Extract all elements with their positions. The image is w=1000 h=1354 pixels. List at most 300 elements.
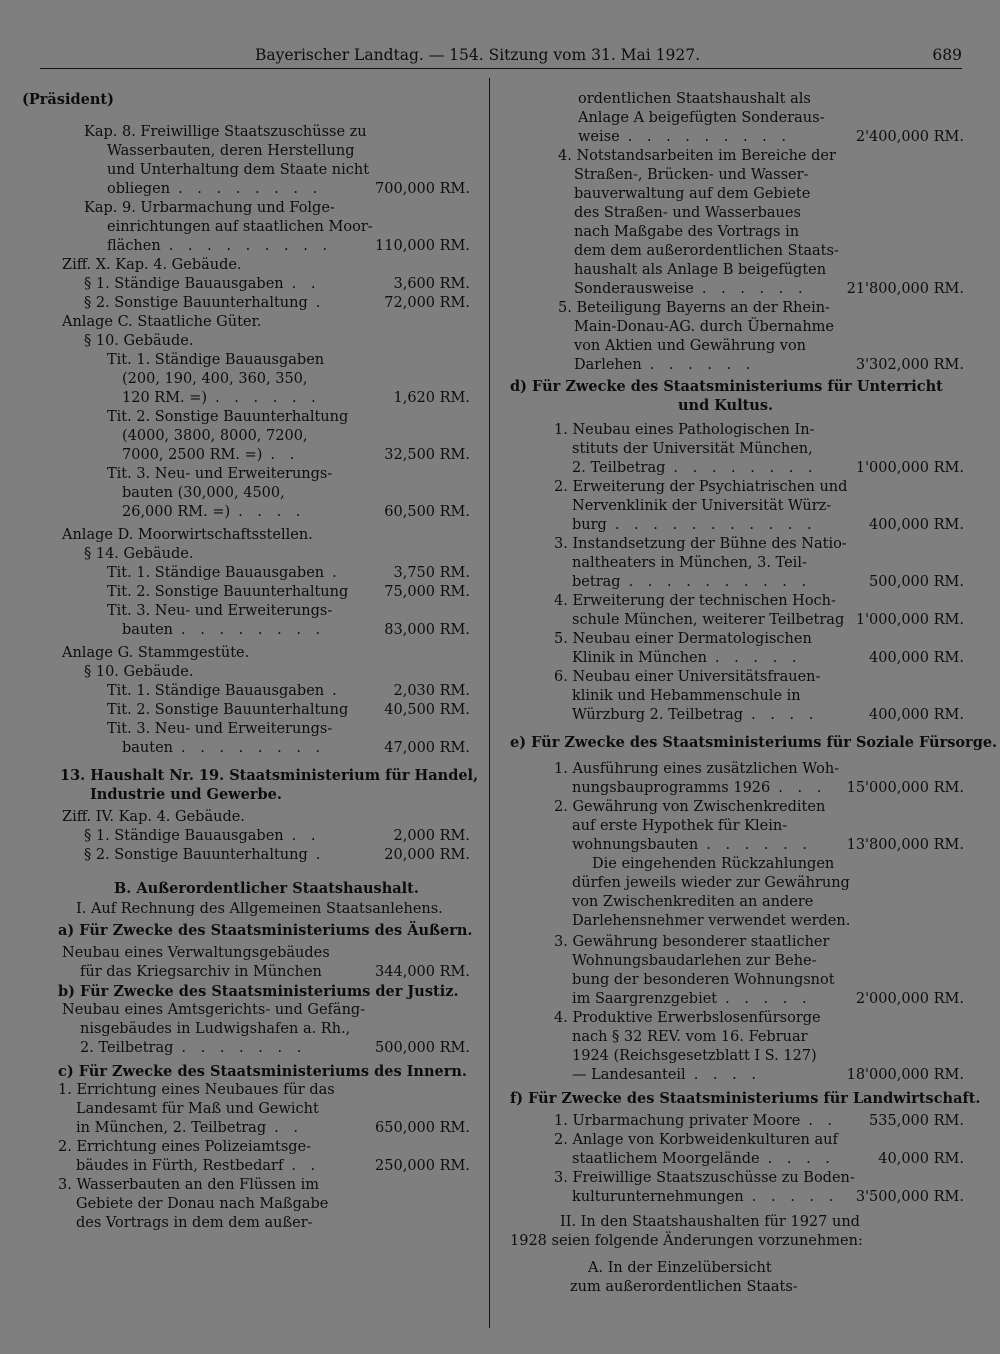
right-line [510, 990, 964, 1009]
left-line [22, 1119, 470, 1138]
right-line [510, 817, 964, 836]
line-text: 2. Teilbetrag [80, 1040, 174, 1056]
right-line [510, 706, 964, 725]
line-text: Tit. 3. Neu- und Erweiterungs- [107, 466, 333, 482]
left-line [22, 766, 479, 785]
leader-dots: . . . . . . [706, 837, 812, 853]
amount: 3,600 RM. [393, 276, 470, 292]
line-text: Anlage A beigefügten Sonderaus- [578, 110, 825, 126]
left-line [22, 484, 470, 503]
right-line [510, 912, 964, 931]
leader-dots: . . [270, 447, 300, 463]
right-line [510, 760, 964, 779]
left-line [22, 389, 470, 408]
leader-dots: . . . . . [725, 991, 812, 1007]
line-text: bauten (30,000, 4500, [122, 485, 285, 501]
leader-dots: . . . . . . [215, 390, 321, 406]
amount: 60,500 RM. [384, 504, 470, 520]
line-text: bauverwaltung auf dem Gebiete [574, 186, 811, 202]
line-text: 4. Produktive Erwerbslosenfürsorge [554, 1010, 821, 1026]
line-text: im Saargrenzgebiet [572, 991, 718, 1007]
line-text: Darlehen [574, 357, 642, 373]
amount: 75,000 RM. [384, 584, 470, 600]
left-column [22, 90, 479, 1233]
amount: 32,500 RM. [384, 447, 470, 463]
right-line [510, 396, 964, 415]
right-line [510, 90, 964, 109]
right-line [510, 204, 964, 223]
left-line [22, 720, 470, 739]
amount: 250,000 RM. [375, 1158, 470, 1174]
line-text: Klinik in München [572, 650, 707, 666]
line-text: nach Maßgabe des Vortrags in [574, 224, 800, 240]
right-line [510, 1131, 964, 1150]
line-text: c) Für Zwecke des Staatsministeriums des Innern. [58, 1063, 467, 1080]
amount: 535,000 RM. [869, 1113, 964, 1129]
right-line [510, 874, 964, 893]
leader-dots: . . [291, 1158, 321, 1174]
line-text: 4. Erweiterung der technischen Hoch- [554, 593, 836, 609]
right-line [510, 573, 964, 592]
line-text: Ziff. X. Kap. 4. Gebäude. [62, 257, 242, 273]
line-text: 3. Instandsetzung der Bühne des Natio- [554, 536, 847, 552]
amount: 344,000 RM. [375, 964, 470, 980]
line-text: Anlage D. Moorwirtschaftsstellen. [62, 527, 313, 543]
right-line [510, 933, 964, 952]
right-line [510, 459, 964, 478]
line-text: betrag [572, 574, 621, 590]
right-line [510, 356, 964, 375]
leader-dots: . . . . . . . [181, 1040, 307, 1056]
line-text: in München, 2. Teilbetrag [76, 1120, 267, 1136]
leader-dots: . . [291, 828, 321, 844]
line-text: Ziff. IV. Kap. 4. Gebäude. [62, 809, 245, 825]
left-line [22, 408, 470, 427]
amount: 83,000 RM. [384, 622, 470, 638]
right-line [510, 440, 964, 459]
line-text: Tit. 3. Neu- und Erweiterungs- [107, 603, 333, 619]
leader-dots: . . [808, 1113, 838, 1129]
right-line [510, 242, 964, 261]
right-line [510, 337, 964, 356]
leader-dots: . . . . [693, 1067, 761, 1083]
line-text: dürfen jeweils wieder zur Gewährung [572, 875, 850, 891]
right-line [510, 223, 964, 242]
line-text: Gebiete der Donau nach Maßgabe [76, 1196, 329, 1212]
right-line [510, 1009, 964, 1028]
line-text: 4. Notstandsarbeiten im Bereiche der [558, 148, 836, 164]
left-line [22, 1176, 470, 1195]
line-text: 3. Freiwillige Staatszuschüsse zu Boden- [554, 1170, 855, 1186]
left-line [22, 1062, 470, 1081]
line-text: zum außerordentlichen Staats- [570, 1279, 798, 1295]
left-line [22, 879, 470, 898]
line-text: 1928 seien folgende Änderungen vorzunehmen: [510, 1233, 863, 1249]
page-number: 689 [932, 46, 962, 64]
column-divider [489, 78, 490, 1328]
line-text: 26,000 RM. =) [122, 504, 231, 520]
line-text: von Zwischenkrediten an andere [572, 894, 814, 910]
left-line [22, 564, 470, 583]
left-line [22, 1214, 470, 1233]
amount: 15'000,000 RM. [846, 780, 964, 796]
left-line [22, 446, 470, 465]
leader-dots: . . . . [238, 504, 306, 520]
line-text: (4000, 3800, 8000, 7200, [122, 428, 308, 444]
left-line [22, 1100, 470, 1119]
line-text: Industrie und Gewerbe. [90, 786, 282, 803]
right-line [510, 649, 964, 668]
left-line [22, 921, 473, 940]
right-line [510, 554, 964, 573]
line-text: Tit. 1. Ständige Bauausgaben [107, 683, 325, 699]
amount: 18'000,000 RM. [846, 1067, 964, 1083]
amount: 400,000 RM. [869, 707, 964, 723]
line-text: 13. Haushalt Nr. 19. Staatsministerium für Handel, [60, 767, 479, 784]
line-text: bauten [122, 740, 174, 756]
line-text: nungsbauprogramms 1926 [572, 780, 771, 796]
line-text: 2. Gewährung von Zwischenkrediten [554, 799, 826, 815]
amount: 40,000 RM. [878, 1151, 964, 1167]
left-line [22, 294, 470, 313]
leader-dots: . . . . [751, 707, 819, 723]
left-line [22, 682, 470, 701]
line-text: B. Außerordentlicher Staatshaushalt. [114, 880, 419, 897]
line-text: Nervenklinik der Universität Würz- [572, 498, 832, 514]
left-line [22, 351, 470, 370]
right-line [510, 1259, 964, 1278]
right-line [510, 1047, 964, 1066]
line-text: und Unterhaltung dem Staate nicht [107, 162, 370, 178]
leader-dots: . . . . . . . . . [627, 129, 792, 145]
line-text: 2. Errichtung eines Polizeiamtsge- [58, 1139, 312, 1155]
line-text: § 1. Ständige Bauausgaben [84, 276, 284, 292]
line-text: Neubau eines Verwaltungsgebäudes [62, 945, 330, 961]
line-text: A. In der Einzelübersicht [588, 1260, 772, 1276]
right-line [510, 592, 964, 611]
line-text: flächen [107, 238, 161, 254]
running-title: Bayerischer Landtag. — 154. Sitzung vom 31. Mai 1927. [255, 46, 701, 64]
line-text: Kap. 9. Urbarmachung und Folge- [84, 200, 335, 216]
right-line [510, 836, 964, 855]
line-text: 7000, 2500 RM. =) [122, 447, 263, 463]
leader-dots: . . . . . . . . [181, 622, 326, 638]
left-line [22, 1039, 470, 1058]
leader-dots: . . . . . . . . . . . [614, 517, 817, 533]
line-text: staatlichem Moorgelände [572, 1151, 760, 1167]
left-line [22, 900, 470, 919]
line-text: § 1. Ständige Bauausgaben [84, 828, 284, 844]
right-line [510, 109, 964, 128]
line-text: — Landesanteil [572, 1067, 686, 1083]
amount: 2,000 RM. [393, 828, 470, 844]
right-line [510, 128, 964, 147]
leader-dots: . . . . . [714, 650, 802, 666]
left-line [22, 621, 470, 640]
line-text: 1924 (Reichsgesetzblatt I S. 127) [572, 1048, 817, 1064]
line-text: für das Kriegsarchiv in München [80, 964, 322, 980]
left-line [22, 982, 470, 1001]
right-line [510, 1188, 964, 1207]
left-line [22, 256, 470, 275]
line-text: haushalt als Anlage B beigefügten [574, 262, 827, 278]
left-line [22, 739, 470, 758]
left-line [22, 180, 470, 199]
right-line [510, 147, 964, 166]
leader-dots: . . [274, 1120, 303, 1136]
line-text: 1. Ausführung eines zusätzlichen Woh- [554, 761, 840, 777]
right-line [510, 971, 964, 990]
amount: 2,030 RM. [393, 683, 470, 699]
line-text: § 2. Sonstige Bauunterhaltung [84, 295, 308, 311]
line-text: obliegen [107, 181, 171, 197]
right-line [510, 1213, 964, 1232]
leader-dots: . . . . . . . . . . [628, 574, 812, 590]
amount: 72,000 RM. [384, 295, 470, 311]
right-line [510, 421, 964, 440]
line-text: Straßen-, Brücken- und Wasser- [574, 167, 809, 183]
line-text: klinik und Hebammenschule in [572, 688, 801, 704]
line-text: 5. Neubau einer Dermatologischen [554, 631, 812, 647]
left-line [22, 199, 470, 218]
left-line [22, 545, 470, 564]
left-line [22, 90, 470, 109]
right-line [510, 733, 998, 752]
line-text: Wohnungsbaudarlehen zur Behe- [572, 953, 817, 969]
left-line [22, 827, 470, 846]
line-text: ordentlichen Staatshaushalt als [578, 91, 811, 107]
right-line [510, 1028, 964, 1047]
leader-dots: . [332, 683, 342, 699]
line-text: von Aktien und Gewährung von [574, 338, 807, 354]
left-line [22, 526, 470, 545]
left-line [22, 963, 470, 982]
line-text: und Kultus. [678, 397, 774, 414]
left-line [22, 846, 470, 865]
line-text: (200, 190, 400, 360, 350, [122, 371, 308, 387]
amount: 2'400,000 RM. [855, 129, 964, 145]
amount: 21'800,000 RM. [846, 281, 964, 297]
line-text: einrichtungen auf staatlichen Moor- [107, 219, 373, 235]
left-line [22, 1195, 470, 1214]
right-line [510, 779, 964, 798]
line-text: Die eingehenden Rückzahlungen [592, 856, 835, 872]
leader-dots: . [332, 565, 342, 581]
line-text: bäudes in Fürth, Restbedarf [76, 1158, 284, 1174]
left-line [22, 465, 470, 484]
amount: 13'800,000 RM. [846, 837, 964, 853]
right-line [510, 185, 964, 204]
line-text: stituts der Universität München, [572, 441, 813, 457]
line-text: Landesamt für Maß und Gewicht [76, 1101, 319, 1117]
right-line [510, 611, 964, 630]
line-text: 2. Teilbetrag [572, 460, 666, 476]
line-text: kulturunternehmungen [572, 1189, 744, 1205]
left-line [22, 701, 470, 720]
line-text: des Straßen- und Wasserbaues [574, 205, 801, 221]
line-text: Würzburg 2. Teilbetrag [572, 707, 744, 723]
line-text: Anlage C. Staatliche Güter. [62, 314, 262, 330]
line-text: (Präsident) [22, 91, 114, 108]
line-text: Tit. 2. Sonstige Bauunterhaltung [107, 702, 349, 718]
right-line [510, 261, 964, 280]
left-line [22, 1157, 470, 1176]
line-text: auf erste Hypothek für Klein- [572, 818, 788, 834]
line-text: § 14. Gebäude. [84, 546, 194, 562]
right-line [510, 299, 964, 318]
line-text: nisgebäudes in Ludwigshafen a. Rh., [80, 1021, 351, 1037]
amount: 2'000,000 RM. [855, 991, 964, 1007]
left-line [22, 1020, 470, 1039]
leader-dots: . [315, 847, 326, 863]
leader-dots: . . . . . . . . . [168, 238, 333, 254]
line-text: 2. Anlage von Korbweidenkulturen auf [554, 1132, 838, 1148]
amount: 1'000,000 RM. [855, 460, 964, 476]
right-line [510, 952, 964, 971]
right-line [510, 893, 964, 912]
line-text: bauten [122, 622, 174, 638]
leader-dots: . . . . . . [701, 281, 808, 297]
leader-dots: . . . . . [751, 1189, 839, 1205]
right-line [510, 1112, 964, 1131]
right-line [510, 1066, 964, 1085]
line-text: naltheaters in München, 3. Teil- [572, 555, 807, 571]
left-line [22, 503, 470, 522]
line-text: Tit. 2. Sonstige Bauunterhaltung [107, 584, 349, 600]
line-text: b) Für Zwecke des Staatsministeriums der Justiz. [58, 983, 459, 1000]
left-line [22, 142, 470, 161]
right-line [510, 1169, 964, 1188]
left-line [22, 1001, 470, 1020]
leader-dots: . . . . . . . . [181, 740, 326, 756]
left-line [22, 332, 470, 351]
left-line [22, 1081, 470, 1100]
amount: 400,000 RM. [869, 517, 964, 533]
line-text: 120 RM. =) [122, 390, 208, 406]
amount: 500,000 RM. [869, 574, 964, 590]
leader-dots: . [315, 295, 326, 311]
left-line [22, 644, 470, 663]
left-line [22, 237, 470, 256]
amount: 20,000 RM. [384, 847, 470, 863]
line-text: weise [578, 129, 620, 145]
left-line [22, 602, 470, 621]
line-text: Neubau eines Amtsgerichts- und Gefäng- [62, 1002, 366, 1018]
line-text: 3. Wasserbauten an den Flüssen im [58, 1177, 319, 1193]
line-text: II. In den Staatshaushalten für 1927 und [560, 1214, 860, 1230]
line-text: dem dem außerordentlichen Staats- [574, 243, 839, 259]
left-line [22, 313, 470, 332]
right-line [510, 166, 964, 185]
left-line [22, 275, 470, 294]
left-line [22, 663, 470, 682]
line-text: Tit. 3. Neu- und Erweiterungs- [107, 721, 333, 737]
line-text: f) Für Zwecke des Staatsministeriums für Landwirtschaft. [510, 1090, 981, 1107]
left-line [22, 218, 470, 237]
left-line [22, 370, 470, 389]
line-text: Main-Donau-AG. durch Übernahme [574, 319, 834, 335]
leader-dots: . . . . . . [649, 357, 756, 373]
amount: 3'302,000 RM. [855, 357, 964, 373]
left-line [22, 944, 470, 963]
amount: 1'000,000 RM. [855, 612, 964, 628]
leader-dots: . . . . . . . . [673, 460, 818, 476]
right-column [510, 90, 998, 1297]
right-line [510, 280, 964, 299]
line-text: burg [572, 517, 607, 533]
line-text: a) Für Zwecke des Staatsministeriums des Äußern. [58, 922, 473, 939]
right-line [510, 1089, 981, 1108]
amount: 40,500 RM. [384, 702, 470, 718]
right-line [510, 687, 964, 706]
left-line [22, 1138, 470, 1157]
line-text: 5. Beteiligung Bayerns an der Rhein- [558, 300, 830, 316]
leader-dots: . . . . . . . . [178, 181, 323, 197]
line-text: Wasserbauten, deren Herstellung [107, 143, 355, 159]
line-text: 2. Erweiterung der Psychiatrischen und [554, 479, 848, 495]
amount: 110,000 RM. [375, 238, 470, 254]
amount: 500,000 RM. [375, 1040, 470, 1056]
line-text: 3. Gewährung besonderer staatlicher [554, 934, 830, 950]
amount: 700,000 RM. [375, 181, 470, 197]
left-line [22, 785, 470, 804]
right-line [510, 855, 964, 874]
right-line [510, 630, 964, 649]
line-text: bung der besonderen Wohnungsnot [572, 972, 835, 988]
line-text: Anlage G. Stammgestüte. [62, 645, 250, 661]
right-line [510, 516, 964, 535]
amount: 650,000 RM. [375, 1120, 470, 1136]
right-line [510, 535, 964, 554]
right-line [510, 377, 964, 396]
line-text: Kap. 8. Freiwillige Staatszuschüsse zu [84, 124, 367, 140]
right-line [510, 318, 964, 337]
left-line [22, 123, 470, 142]
left-line [22, 808, 470, 827]
line-text: I. Auf Rechnung des Allgemeinen Staatsanlehens. [76, 901, 443, 917]
line-text: § 2. Sonstige Bauunterhaltung [84, 847, 308, 863]
left-line [22, 161, 470, 180]
right-line [510, 798, 964, 817]
amount: 1,620 RM. [393, 390, 470, 406]
line-text: § 10. Gebäude. [84, 664, 194, 680]
line-text: Tit. 1. Ständige Bauausgaben [107, 352, 325, 368]
line-text: § 10. Gebäude. [84, 333, 194, 349]
line-text: Sonderausweise [574, 281, 694, 297]
page-header [40, 44, 962, 69]
leader-dots: . . [291, 276, 321, 292]
line-text: Tit. 2. Sonstige Bauunterhaltung [107, 409, 349, 425]
left-line [22, 427, 470, 446]
amount: 47,000 RM. [384, 740, 470, 756]
line-text: Darlehensnehmer verwendet werden. [572, 913, 851, 929]
line-text: 1. Urbarmachung privater Moore [554, 1113, 801, 1129]
line-text: e) Für Zwecke des Staatsministeriums für Soziale Fürsorge. [510, 734, 998, 751]
amount: 3,750 RM. [393, 565, 470, 581]
right-line [510, 478, 964, 497]
amount: 3'500,000 RM. [855, 1189, 964, 1205]
right-line [510, 668, 964, 687]
right-line [510, 1150, 964, 1169]
line-text: 6. Neubau einer Universitätsfrauen- [554, 669, 821, 685]
amount: 400,000 RM. [869, 650, 964, 666]
line-text: 1. Errichtung eines Neubaues für das [58, 1082, 335, 1098]
line-text: Tit. 1. Ständige Bauausgaben [107, 565, 325, 581]
right-line [510, 497, 964, 516]
line-text: wohnungsbauten [572, 837, 699, 853]
line-text: nach § 32 REV. vom 16. Februar [572, 1029, 808, 1045]
right-line [510, 1278, 964, 1297]
